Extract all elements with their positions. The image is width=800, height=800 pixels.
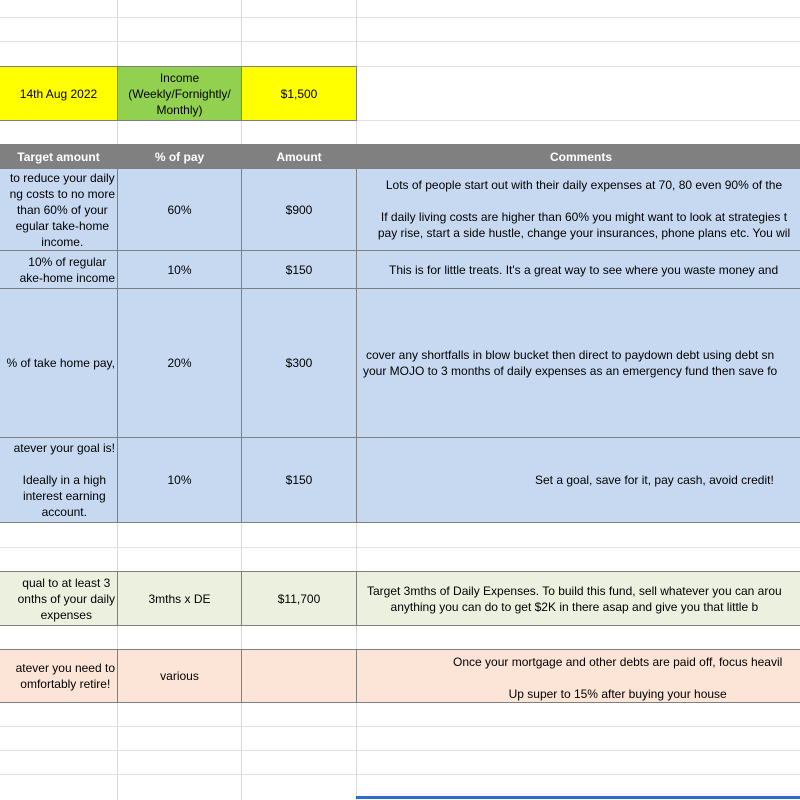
table-row-pct[interactable]: 60% (117, 168, 242, 251)
table-row-target[interactable]: to reduce your daily ng costs to no more than 60% of your egular take-home income. (0, 168, 118, 251)
table-row-amount[interactable] (241, 649, 357, 703)
table-row-comment[interactable]: Target 3mths of Daily Expenses. To build this fund, sell whatever you can arou anything you can do to get $2K in there asap and give you that little b (356, 571, 800, 626)
gridline (0, 750, 800, 751)
table-row-comment[interactable]: cover any shortfalls in blow bucket then direct to paydown debt using debt sn your MOJO to 3 months of daily expenses as an emergency fund then save fo (356, 288, 800, 438)
table-row-comment[interactable]: Set a goal, save for it, pay cash, avoid credit! (356, 437, 800, 523)
table-row-target[interactable]: % of take home pay, (0, 288, 118, 438)
header-comments[interactable]: Comments (356, 144, 800, 169)
gridline (0, 17, 800, 18)
table-row-pct[interactable]: 10% (117, 250, 242, 289)
table-row-pct[interactable]: various (117, 649, 242, 703)
income-label-cell[interactable]: Income (Weekly/Fornightly/ Monthly) (117, 66, 242, 121)
table-row-pct[interactable]: 20% (117, 288, 242, 438)
table-row-amount[interactable]: $300 (241, 288, 357, 438)
income-amount-cell[interactable]: $1,500 (241, 66, 357, 121)
table-row-amount[interactable]: $150 (241, 250, 357, 289)
table-row-target[interactable]: qual to at least 3 onths of your daily expenses (0, 571, 118, 626)
date-cell[interactable]: 14th Aug 2022 (0, 66, 118, 121)
gridline (0, 547, 800, 548)
table-row-amount[interactable]: $11,700 (241, 571, 357, 626)
header-target-amount[interactable]: Target amount (0, 144, 118, 169)
table-row-comment[interactable]: Lots of people start out with their daily expenses at 70, 80 even 90% of the If daily living costs are higher than 60% you might want to look at strategies t pay rise, start a side hustle, change your insurances, phone plans etc. You wil (356, 168, 800, 251)
table-row-pct[interactable]: 10% (117, 437, 242, 523)
gridline (0, 41, 800, 42)
table-row-target[interactable]: atever your goal is! Ideally in a high interest earning account. (0, 437, 118, 523)
table-row-pct[interactable]: 3mths x DE (117, 571, 242, 626)
table-row-comment[interactable]: This is for little treats. It's a great way to see where you waste money and (356, 250, 800, 289)
table-row-target[interactable]: 10% of regular ake-home income (0, 250, 118, 289)
header-amount[interactable]: Amount (241, 144, 357, 169)
header-pct-of-pay[interactable]: % of pay (117, 144, 242, 169)
table-row-amount[interactable]: $900 (241, 168, 357, 251)
table-row-amount[interactable]: $150 (241, 437, 357, 523)
selection-indicator (356, 796, 800, 799)
gridline (0, 726, 800, 727)
table-row-comment[interactable]: Once your mortgage and other debts are paid off, focus heavil Up super to 15% after buying your house (356, 649, 800, 703)
table-row-target[interactable]: atever you need to omfortably retire! (0, 649, 118, 703)
gridline (0, 774, 800, 775)
